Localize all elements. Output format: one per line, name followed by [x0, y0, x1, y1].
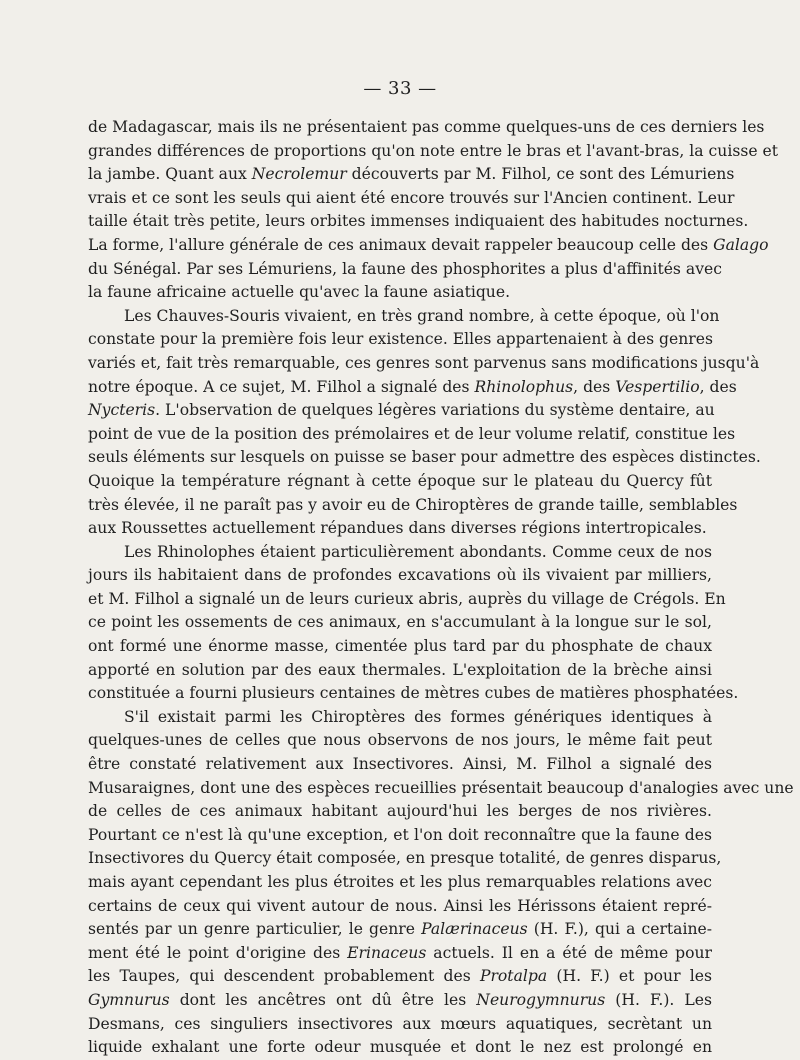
taxon-name: Galago: [713, 235, 769, 254]
text-line: Les Rhinolophes étaient particulièrement abondants. Comme ceux de nos: [124, 542, 712, 561]
text-line: constate pour la première fois leur existence. Elles appartenaient à des genres: [88, 330, 713, 349]
text-line: de Madagascar, mais ils ne présentaient pas comme quelques-uns de ces derniers les: [88, 118, 765, 136]
text-line: la faune africaine actuelle qu'avec la faune asiatique.: [88, 283, 511, 302]
text-line: jours ils habitaient dans de profondes excavations où ils vivaient par milliers,: [88, 566, 712, 585]
text-line: La forme, l'allure générale de ces animaux devait rappeler beaucoup celle des Galago: [88, 235, 769, 254]
text-line: apporté en solution par des eaux thermales. L'exploitation de la brèche ainsi: [88, 660, 712, 679]
taxon-name: Gymnurus: [88, 990, 170, 1009]
text-line: taille était très petite, leurs orbites immenses indiquaient des habitudes nocturnes.: [88, 212, 749, 231]
text-line: Quoique la température régnant à cette époque sur le plateau du Quercy fût: [88, 471, 712, 490]
text-line: du Sénégal. Par ses Lémuriens, la faune des phosphorites a plus d'affinités avec: [88, 259, 722, 278]
text-line: sentés par un genre particulier, le genre Palærinaceus (H. F.), qui a certaine-: [88, 920, 712, 939]
text-line: seuls éléments sur lesquels on puisse se baser pour admettre des espèces distinctes.: [88, 448, 761, 467]
text-line: constituée a fourni plusieurs centaines de mètres cubes de matières phosphatées.: [88, 684, 739, 703]
text-line: quelques-unes de celles que nous observons de nos jours, le même fait peut: [88, 731, 712, 750]
text-line: et M. Filhol a signalé un de leurs curieux abris, auprès du village de Crégols. En: [88, 589, 726, 608]
taxon-name: Vespertilio: [615, 377, 700, 396]
text-line: Insectivores du Quercy était composée, en presque totalité, de genres disparus,: [88, 849, 722, 868]
taxon-name: Rhinolophus: [474, 377, 574, 396]
text-line: très élevée, il ne paraît pas y avoir eu de Chiroptères de grande taille, semblables: [88, 495, 738, 514]
text-line: notre époque. A ce sujet, M. Filhol a signalé des Rhinolophus, des Vespertilio, des: [88, 377, 737, 396]
page-number: — 33 —: [363, 78, 437, 99]
text-line: Gymnurus dont les ancêtres ont dû être les Neurogymnurus (H. F.). Les: [88, 990, 712, 1009]
text-line: variés et, fait très remarquable, ces genres sont parvenus sans modifications jusqu'à: [88, 353, 760, 372]
text-line: liquide exhalant une forte odeur musquée et dont le nez est prolongé en: [88, 1038, 712, 1057]
text-line: la jambe. Quant aux Necrolemur découverts par M. Filhol, ce sont des Lémuriens: [88, 165, 735, 184]
taxon-name: Protalpa: [479, 967, 548, 986]
text-line: ont formé une énorme masse, cimentée plus tard par du phosphate de chaux: [88, 637, 712, 656]
text-line: Les Chauves-Souris vivaient, en très grand nombre, à cette époque, où l'on: [124, 306, 720, 325]
taxon-name: Neurogymnurus: [476, 990, 606, 1009]
text-line: Pourtant ce n'est là qu'une exception, et l'on doit reconnaître que la faune des: [88, 825, 712, 844]
text-line: S'il existait parmi les Chiroptères des formes génériques identiques à: [124, 707, 712, 726]
text-line: ment été le point d'origine des Erinaceus actuels. Il en a été de même pour: [88, 943, 712, 962]
text-line: mais ayant cependant les plus étroites et les plus remarquables relations avec: [88, 873, 712, 891]
text-line: grandes différences de proportions qu'on note entre le bras et l'avant-bras, la cuisse et: [88, 141, 779, 160]
text-line: certains de ceux qui vivent autour de nous. Ainsi les Hérissons étaient repré-: [88, 896, 712, 915]
text-line: Desmans, ces singuliers insectivores aux mœurs aquatiques, secrètant un: [88, 1014, 712, 1033]
taxon-name: Palærinaceus: [421, 920, 528, 939]
text-line: de celles de ces animaux habitant aujourd'hui les berges de nos rivières.: [88, 802, 712, 821]
text-line: Nycteris. L'observation de quelques légères variations du système dentaire, au: [88, 401, 715, 420]
text-line: ce point les ossements de ces animaux, en s'accumulant à la longue sur le sol,: [88, 613, 712, 632]
taxon-name: Nycteris: [88, 401, 156, 420]
taxon-name: Erinaceus: [347, 943, 427, 962]
text-line: les Taupes, qui descendent probablement des Protalpa (H. F.) et pour les: [88, 967, 713, 986]
text-line: aux Roussettes actuellement répandues dans diverses régions intertropicales.: [88, 519, 707, 538]
text-line: vrais et ce sont les seuls qui aient été encore trouvés sur l'Ancien continent. Leur: [88, 188, 735, 207]
taxon-name: Necrolemur: [251, 165, 347, 184]
text-line: être constaté relativement aux Insectivores. Ainsi, M. Filhol a signalé des: [88, 755, 712, 774]
text-line: Musaraignes, dont une des espèces recueillies présentait beaucoup d'analogies avec une: [88, 778, 794, 797]
body-text: [88, 116, 794, 1060]
text-line: point de vue de la position des prémolaires et de leur volume relatif, constitue les: [88, 424, 736, 443]
